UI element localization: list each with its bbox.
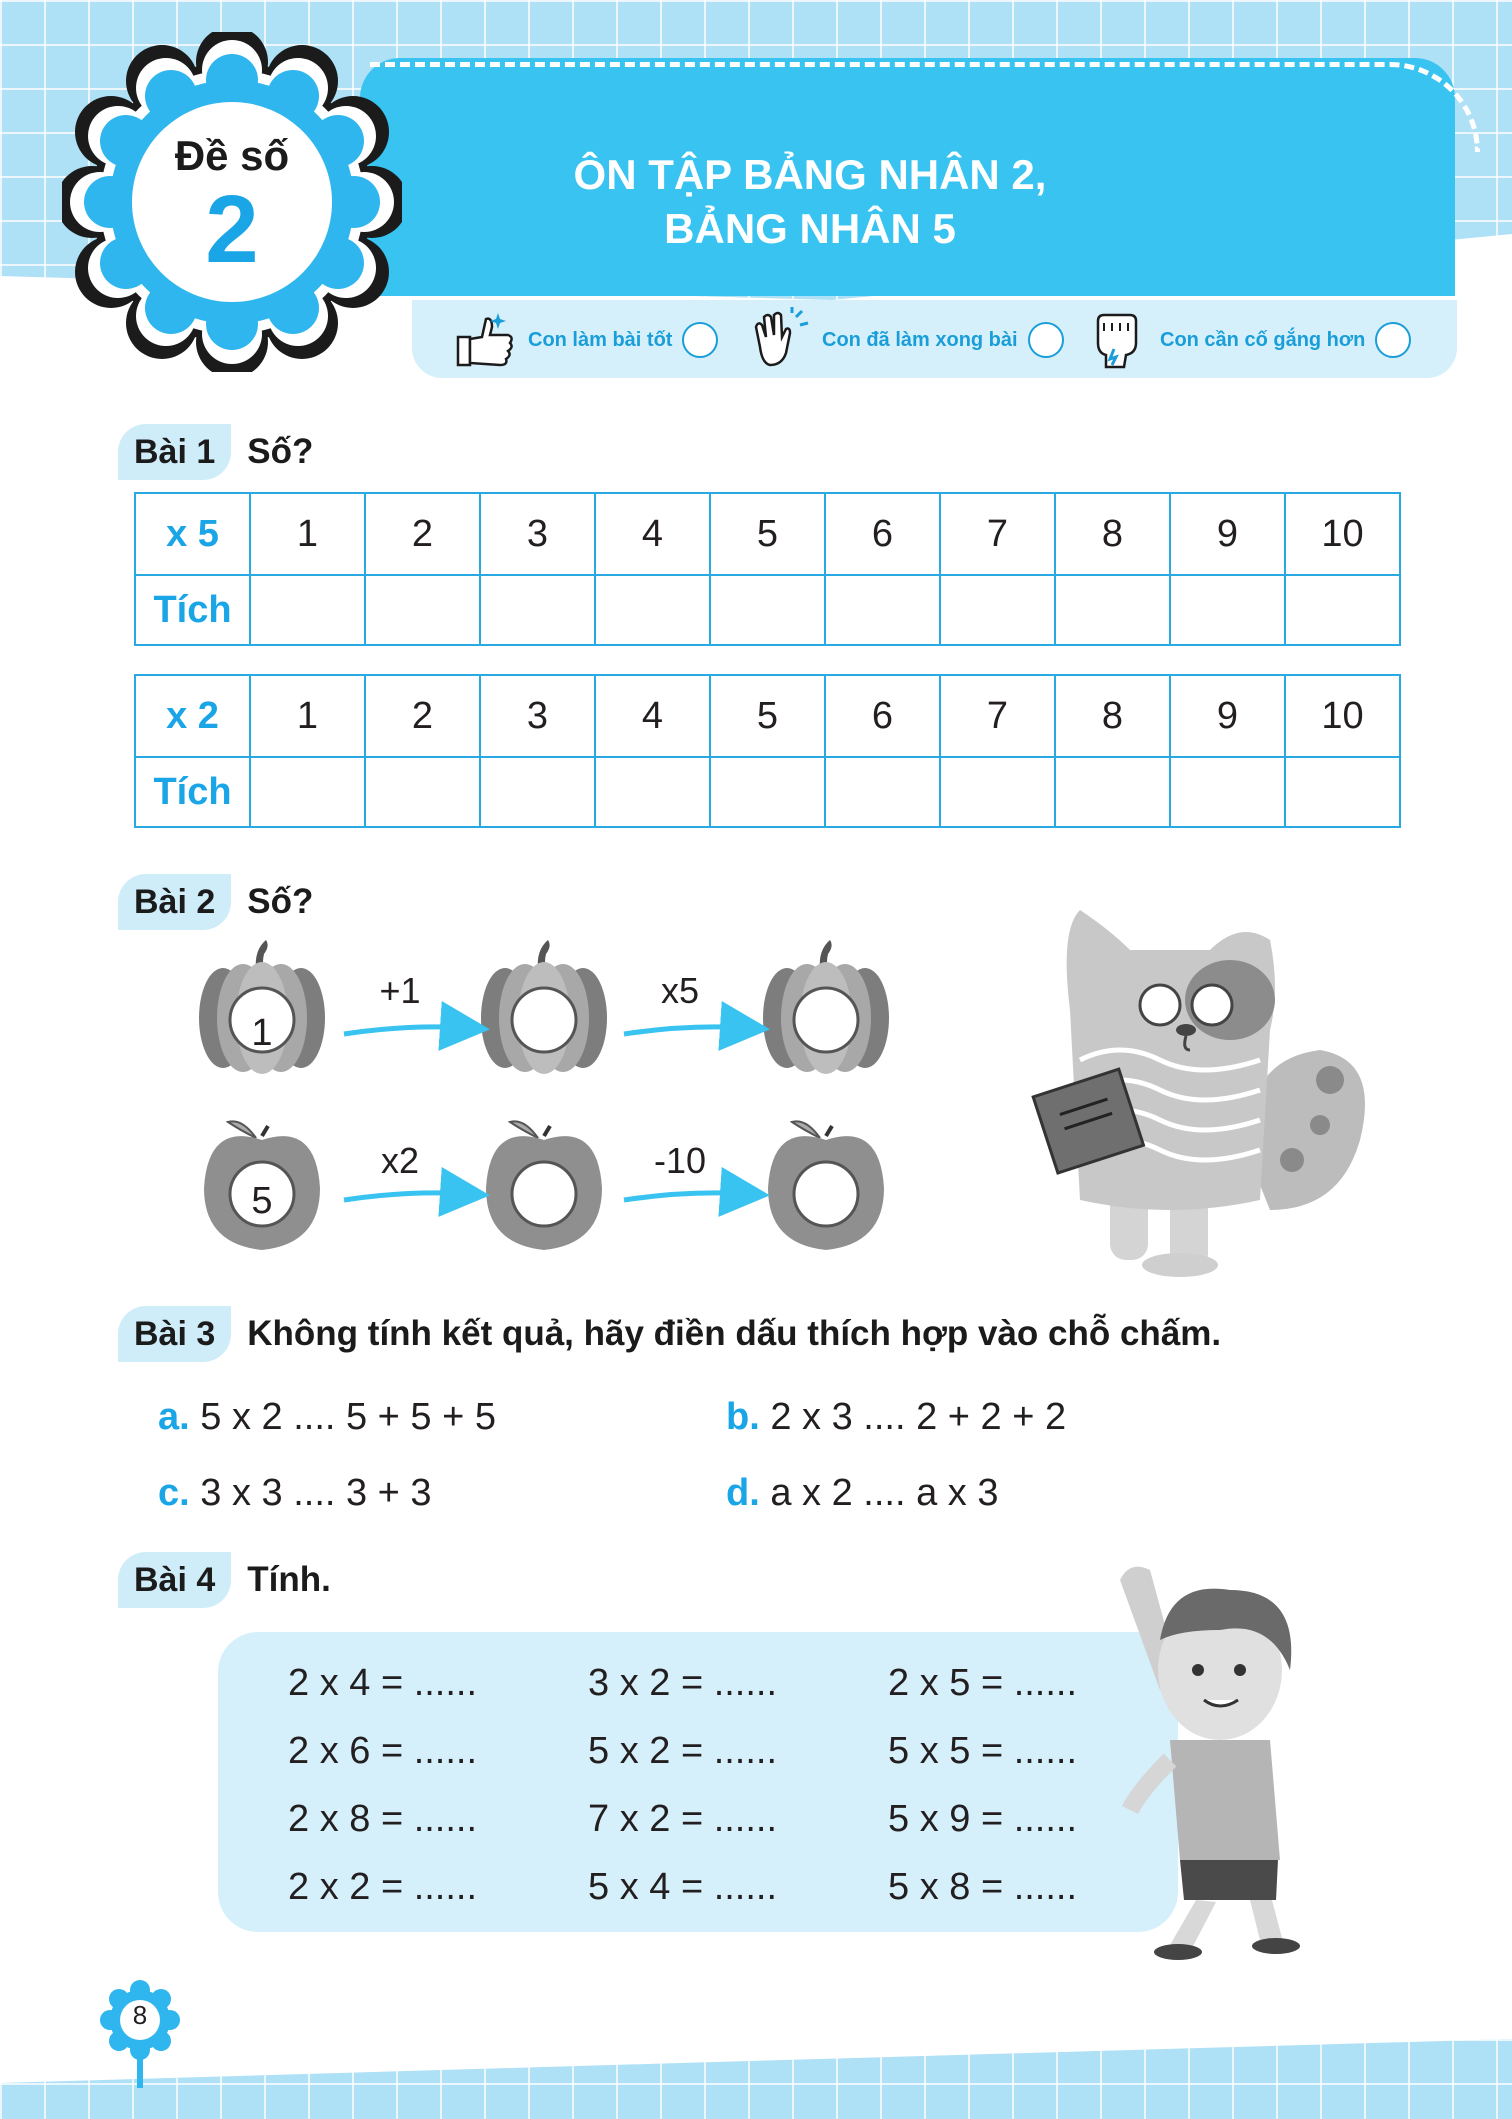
answer-cell[interactable] (250, 757, 365, 827)
thumbs-up-icon (452, 307, 518, 373)
rating-done-label: Con đã làm xong bài (822, 328, 1018, 351)
bai2-prompt: Số? (247, 882, 314, 921)
calc-item: 7 x 2 = ...... (588, 1798, 778, 1840)
rating-done (746, 300, 1064, 380)
calc-item: 2 x 4 = ...... (288, 1662, 478, 1704)
rating-done-checkbox[interactable] (1028, 322, 1064, 358)
answer-cell[interactable] (595, 575, 710, 645)
footer-grid-background (0, 2039, 1512, 2119)
page-number-flower-icon (100, 1980, 180, 2090)
answer-cell[interactable] (1055, 575, 1170, 645)
arrow-icon (344, 1027, 470, 1034)
table-x5-col: 7 (940, 493, 1055, 575)
table-x2 (134, 674, 1401, 828)
table-x5 (134, 492, 1401, 646)
chain1-op2: x5 (660, 970, 700, 1011)
bai4-prompt: Tính. (247, 1560, 331, 1599)
bai4-tag: Bài 4 (118, 1552, 231, 1608)
apple-icon (486, 1121, 602, 1250)
table-x5-col: 2 (365, 493, 480, 575)
table-x5-col: 3 (480, 493, 595, 575)
table-x5-col: 4 (595, 493, 710, 575)
apple-icon (768, 1121, 884, 1250)
table-x5-head: x 5 (135, 493, 250, 575)
table-x2-col: 1 (250, 675, 365, 757)
rating-good-checkbox[interactable] (682, 322, 718, 358)
bai3-item-d-text: a x 2 .... a x 3 (770, 1472, 999, 1514)
table-x2-col: 8 (1055, 675, 1170, 757)
table-x5-col: 9 (1170, 493, 1285, 575)
answer-cell[interactable] (710, 575, 825, 645)
answer-cell[interactable] (825, 757, 940, 827)
answer-cell[interactable] (940, 757, 1055, 827)
calc-item: 2 x 5 = ...... (888, 1662, 1078, 1704)
table-x5-col: 5 (710, 493, 825, 575)
table-x2-col: 7 (940, 675, 1055, 757)
table-x5-col: 8 (1055, 493, 1170, 575)
calc-item: 5 x 9 = ...... (888, 1798, 1078, 1840)
answer-cell[interactable] (1285, 575, 1400, 645)
title-line-1: ÔN TẬP BẢNG NHÂN 2, (573, 151, 1047, 198)
rating-try-harder-checkbox[interactable] (1375, 322, 1411, 358)
answer-cell[interactable] (480, 575, 595, 645)
calc-item: 5 x 5 = ...... (888, 1730, 1078, 1772)
calc-item: 2 x 8 = ...... (288, 1798, 478, 1840)
calc-item: 2 x 6 = ...... (288, 1730, 478, 1772)
fist-icon (1084, 307, 1150, 373)
arrow-icon (624, 1193, 750, 1200)
answer-cell[interactable] (710, 757, 825, 827)
arrow-icon (344, 1193, 470, 1200)
chain2-op1: x2 (380, 1140, 420, 1181)
bai1-tag: Bài 1 (118, 424, 231, 480)
banner-dashed-line (370, 62, 1480, 152)
title-line-2: BẢNG NHÂN 5 (664, 205, 956, 252)
bai2-tag: Bài 2 (118, 874, 231, 930)
chain2-start: 5 (251, 1180, 273, 1222)
answer-cell[interactable] (825, 575, 940, 645)
bai1-header (118, 424, 313, 480)
answer-cell[interactable] (480, 757, 595, 827)
bai3-header (118, 1306, 1221, 1362)
cat-illustration-icon (1020, 910, 1380, 1280)
bai3-item-b-text: 2 x 3 .... 2 + 2 + 2 (770, 1396, 1067, 1438)
chain2-op2: -10 (653, 1140, 707, 1181)
bai2-chain-diagram (190, 940, 910, 1280)
bai4-header (118, 1552, 331, 1608)
bai2-header (118, 874, 313, 930)
answer-cell[interactable] (940, 575, 1055, 645)
bai3-item-c-label: c. (158, 1472, 190, 1514)
calc-item: 2 x 2 = ...... (288, 1866, 478, 1908)
answer-cell[interactable] (1055, 757, 1170, 827)
answer-cell[interactable] (365, 575, 480, 645)
arrow-icon (624, 1027, 750, 1034)
table-x2-col: 4 (595, 675, 710, 757)
badge-number: 2 (205, 176, 259, 283)
table-x5-product-label: Tích (135, 575, 250, 645)
chain1-start: 1 (251, 1012, 273, 1054)
calc-item: 5 x 8 = ...... (888, 1866, 1078, 1908)
table-x2-col: 3 (480, 675, 595, 757)
answer-cell[interactable] (1170, 757, 1285, 827)
table-x2-col: 6 (825, 675, 940, 757)
rating-good (452, 300, 718, 380)
rating-try-harder (1084, 300, 1411, 380)
badge-label: Đề số (174, 132, 290, 179)
pumpkin-icon (481, 940, 607, 1074)
table-x5-col: 6 (825, 493, 940, 575)
page-number: 8 (132, 2000, 148, 2030)
bai3-prompt: Không tính kết quả, hãy điền dấu thích hợp vào chỗ chấm. (247, 1314, 1222, 1353)
bai1-prompt: Số? (247, 432, 314, 471)
calc-item: 5 x 4 = ...... (588, 1866, 778, 1908)
answer-cell[interactable] (1170, 575, 1285, 645)
answer-cell[interactable] (250, 575, 365, 645)
boy-illustration-icon (1100, 1560, 1360, 1960)
rating-good-label: Con làm bài tốt (528, 328, 673, 351)
table-x2-col: 10 (1285, 675, 1400, 757)
bai3-item-a (158, 1396, 496, 1439)
rating-try-harder-label: Con cần cố gắng hơn (1160, 328, 1366, 351)
table-x2-head: x 2 (135, 675, 250, 757)
table-x5-col: 10 (1285, 493, 1400, 575)
calc-item: 3 x 2 = ...... (588, 1662, 778, 1704)
bai3-item-a-text: 5 x 2 .... 5 + 5 + 5 (200, 1396, 497, 1438)
clapping-hands-icon (746, 307, 812, 373)
bai3-item-d (726, 1472, 998, 1515)
table-x2-product-label: Tích (135, 757, 250, 827)
table-x2-col: 5 (710, 675, 825, 757)
pumpkin-icon (763, 940, 889, 1074)
bai3-item-b-label: b. (726, 1396, 760, 1438)
table-x5-col: 1 (250, 493, 365, 575)
table-x2-col: 2 (365, 675, 480, 757)
bai3-item-a-label: a. (158, 1396, 190, 1438)
answer-cell[interactable] (365, 757, 480, 827)
table-x2-col: 9 (1170, 675, 1285, 757)
answer-cell[interactable] (595, 757, 710, 827)
chain1-op1: +1 (379, 970, 421, 1011)
calc-item: 5 x 2 = ...... (588, 1730, 778, 1772)
bai3-item-d-label: d. (726, 1472, 760, 1514)
bai3-item-b (726, 1396, 1066, 1439)
bai3-tag: Bài 3 (118, 1306, 231, 1362)
bai3-item-c (158, 1472, 432, 1515)
page-title (480, 148, 1140, 256)
answer-cell[interactable] (1285, 757, 1400, 827)
bai3-item-c-text: 3 x 3 .... 3 + 3 (200, 1472, 432, 1514)
